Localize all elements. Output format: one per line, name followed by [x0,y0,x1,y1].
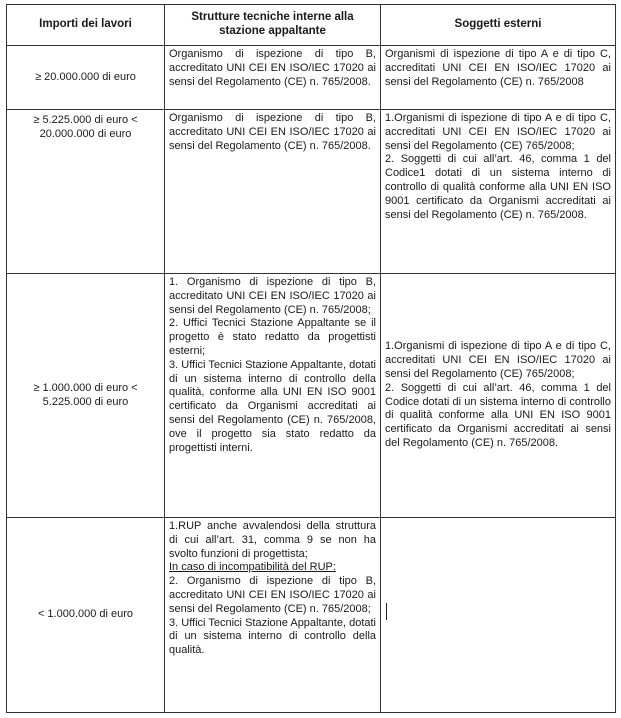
external-item: 1.Organismi di ispezione di tipo A e di tipo C, accreditati UNI CEI EN ISO/IEC 17020 ai sensi del Regolamento (CE) 765/2008; [385,112,611,152]
internal-item: 3. Uffici Tecnici Stazione Appaltante, dotati di un sistema interno di controllo della qualità. [169,616,376,657]
external-item: 2. Soggetti di cui all’art. 46, comma 1 del Codice dotati di un sistema interno di controllo di qualità conforme alla UNI EN ISO 9001 certificato da Organismi accreditati ai sensi del Regolamento (CE) n. 765/2008. [385,381,611,449]
table-row [7,518,616,713]
incompatibility-note: In caso di incompatibilità del RUP: [169,561,336,574]
internal-item: 1. Organismo di ispezione di tipo B, accreditato UNI CEI EN ISO/IEC 17020 ai sensi del Regolamento (CE) n. 765/2008; [169,276,376,316]
amount-cell: ≥ 5.225.000 di euro < 20.000.000 di euro [7,110,165,274]
internal-item: Organismo di ispezione di tipo B, accreditato UNI CEI EN ISO/IEC 17020 ai sensi del Regolamento (CE) n. 765/2008. [169,112,376,152]
internal-cell [165,46,381,110]
external-cell-empty[interactable] [381,518,616,713]
amount-cell: ≥ 1.000.000 di euro < 5.225.000 di euro [7,274,165,518]
table-row [7,274,616,518]
internal-item: 3. Uffici Tecnici Stazione Appaltante, dotati di un sistema interno di controllo della qualità, conforme alla UNI EN ISO 9001 certificato da Organismi accreditati ai sensi del Regolamento (CE) n. 765/2008, ove il progetto sia stato redatto da progettisti interni. [169,358,376,454]
table-row [7,46,616,110]
internal-cell [165,274,381,518]
internal-item: 2. Uffici Tecnici Stazione Appaltante se il progetto è stato redatto da progettisti esterni; [169,317,376,357]
external-cell [381,110,616,274]
internal-cell [165,110,381,274]
amount-cell: ≥ 20.000.000 di euro [7,46,165,110]
external-cell [381,274,616,518]
header-amount: Importi dei lavori [7,5,165,46]
internal-item: 1.RUP anche avvalendosi della struttura di cui all’art. 31, comma 9 se non ha svolto funzioni di progettista; [169,520,376,560]
external-item: 2. Soggetti di cui all’art. 46, comma 1 del Codice1 dotati di un sistema interno di controllo di qualità conforme alla UNI EN ISO 9001 certificato da Organismi accreditati ai sensi del Regolamento (CE) n. 765/2008. [385,153,611,221]
verification-table [6,4,616,713]
external-cell [381,46,616,110]
external-item: 1.Organismi di ispezione di tipo A e di tipo C, accreditati UNI CEI EN ISO/IEC 17020 ai sensi del Regolamento (CE) 765/2008; [385,340,611,380]
text-cursor [386,603,387,620]
header-internal: Strutture tecniche interne alla stazione appaltante [165,5,381,46]
external-item: Organismi di ispezione di tipo A e di tipo C, accreditati UNI CEI EN ISO/IEC 17020 ai sensi del Regolamento (CE) n. 765/2008 [385,48,611,88]
table-header-row [7,5,616,46]
internal-cell [165,518,381,713]
table-row [7,110,616,274]
amount-cell: < 1.000.000 di euro [7,518,165,713]
header-external: Soggetti esterni [381,5,616,46]
internal-item: 2. Organismo di ispezione di tipo B, accreditato UNI CEI EN ISO/IEC 17020 ai sensi del Regolamento (CE) n. 765/2008; [169,575,376,615]
internal-item: Organismo di ispezione di tipo B, accreditato UNI CEI EN ISO/IEC 17020 ai sensi del Regolamento (CE) n. 765/2008. [169,48,376,88]
